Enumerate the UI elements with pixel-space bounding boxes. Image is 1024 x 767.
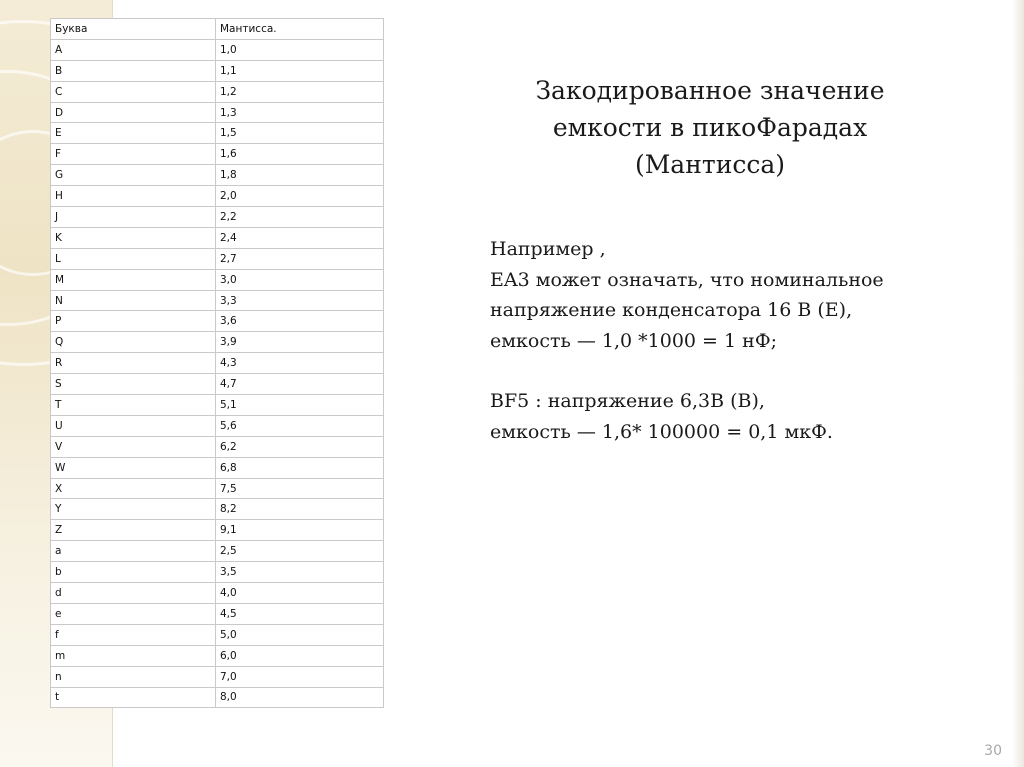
- letter-cell: Y: [51, 499, 216, 520]
- letter-cell: t: [51, 687, 216, 708]
- letter-cell: f: [51, 624, 216, 645]
- mantissa-cell: 8,0: [216, 687, 384, 708]
- table-row: [51, 457, 384, 478]
- example-text: [490, 234, 960, 447]
- mantissa-cell: 7,5: [216, 478, 384, 499]
- letter-cell: B: [51, 60, 216, 81]
- table-row: [51, 269, 384, 290]
- table-row: [51, 562, 384, 583]
- letter-cell: X: [51, 478, 216, 499]
- table-row: [51, 687, 384, 708]
- table-row: [51, 499, 384, 520]
- table-row: [51, 102, 384, 123]
- mantissa-cell: 1,5: [216, 123, 384, 144]
- table-row: [51, 603, 384, 624]
- table-row: [51, 415, 384, 436]
- table-row: [51, 541, 384, 562]
- letter-cell: P: [51, 311, 216, 332]
- mantissa-cell: 4,5: [216, 603, 384, 624]
- table-row: [51, 290, 384, 311]
- letter-cell: a: [51, 541, 216, 562]
- table-row: [51, 60, 384, 81]
- mantissa-table: [50, 18, 384, 708]
- mantissa-cell: 3,0: [216, 269, 384, 290]
- table-row: [51, 123, 384, 144]
- letter-cell: F: [51, 144, 216, 165]
- table-row: [51, 645, 384, 666]
- example-line: EA3 может означать, что номинальное: [490, 268, 884, 291]
- mantissa-cell: 1,6: [216, 144, 384, 165]
- table-row: [51, 248, 384, 269]
- table-row: [51, 583, 384, 604]
- letter-cell: b: [51, 562, 216, 583]
- title-line: емкости в пикоФарадах: [552, 113, 868, 142]
- letter-cell: m: [51, 645, 216, 666]
- mantissa-cell: 6,0: [216, 645, 384, 666]
- mantissa-cell: 1,3: [216, 102, 384, 123]
- title-line: Закодированное значение: [535, 76, 885, 105]
- mantissa-cell: 2,0: [216, 186, 384, 207]
- header-letter: Буква: [51, 19, 216, 40]
- letter-cell: J: [51, 207, 216, 228]
- letter-cell: A: [51, 39, 216, 60]
- letter-cell: M: [51, 269, 216, 290]
- letter-cell: d: [51, 583, 216, 604]
- title-line: (Мантисса): [634, 150, 786, 179]
- header-mantissa: Мантисса.: [216, 19, 384, 40]
- mantissa-cell: 3,6: [216, 311, 384, 332]
- letter-cell: H: [51, 186, 216, 207]
- letter-cell: W: [51, 457, 216, 478]
- letter-cell: S: [51, 374, 216, 395]
- mantissa-cell: 6,8: [216, 457, 384, 478]
- table-row: [51, 311, 384, 332]
- letter-cell: V: [51, 436, 216, 457]
- table-row: [51, 165, 384, 186]
- letter-cell: L: [51, 248, 216, 269]
- table-row: [51, 374, 384, 395]
- table-row: [51, 186, 384, 207]
- letter-cell: Q: [51, 332, 216, 353]
- table-row: [51, 332, 384, 353]
- table-row: [51, 81, 384, 102]
- example-line: напряжение конденсатора 16 В (Е),: [490, 299, 853, 321]
- letter-cell: Z: [51, 520, 216, 541]
- table-row: [51, 227, 384, 248]
- letter-cell: D: [51, 102, 216, 123]
- mantissa-cell: 3,9: [216, 332, 384, 353]
- letter-cell: U: [51, 415, 216, 436]
- table-row: [51, 624, 384, 645]
- letter-cell: E: [51, 123, 216, 144]
- mantissa-cell: 5,1: [216, 395, 384, 416]
- mantissa-cell: 1,0: [216, 39, 384, 60]
- table-row: [51, 144, 384, 165]
- example-line: емкость — 1,0 *1000 = 1 нФ;: [490, 329, 777, 352]
- mantissa-cell: 1,1: [216, 60, 384, 81]
- table-row: [51, 478, 384, 499]
- table-row: [51, 207, 384, 228]
- letter-cell: T: [51, 395, 216, 416]
- example-line: Например ,: [490, 238, 606, 260]
- page-number: 30: [984, 743, 1002, 759]
- mantissa-cell: 4,7: [216, 374, 384, 395]
- letter-cell: K: [51, 227, 216, 248]
- mantissa-cell: 7,0: [216, 666, 384, 687]
- letter-cell: n: [51, 666, 216, 687]
- mantissa-cell: 5,6: [216, 415, 384, 436]
- table-row: [51, 39, 384, 60]
- letter-cell: G: [51, 165, 216, 186]
- letter-cell: C: [51, 81, 216, 102]
- mantissa-cell: 2,2: [216, 207, 384, 228]
- mantissa-cell: 3,3: [216, 290, 384, 311]
- table-row: [51, 353, 384, 374]
- mantissa-cell: 4,0: [216, 583, 384, 604]
- mantissa-cell: 8,2: [216, 499, 384, 520]
- table-row: [51, 520, 384, 541]
- mantissa-cell: 1,8: [216, 165, 384, 186]
- letter-cell: N: [51, 290, 216, 311]
- mantissa-cell: 5,0: [216, 624, 384, 645]
- table-header-row: [51, 19, 384, 40]
- mantissa-table-container: [50, 18, 384, 708]
- table-row: [51, 395, 384, 416]
- example-line: емкость — 1,6* 100000 = 0,1 мкФ.: [490, 420, 833, 443]
- slide-edge-shadow: [1012, 0, 1024, 767]
- table-row: [51, 436, 384, 457]
- mantissa-cell: 2,4: [216, 227, 384, 248]
- example-line: BF5 : напряжение 6,3В (В),: [490, 390, 765, 412]
- mantissa-cell: 6,2: [216, 436, 384, 457]
- slide-title: [490, 72, 930, 183]
- mantissa-cell: 2,5: [216, 541, 384, 562]
- mantissa-cell: 4,3: [216, 353, 384, 374]
- mantissa-cell: 2,7: [216, 248, 384, 269]
- letter-cell: R: [51, 353, 216, 374]
- table-row: [51, 666, 384, 687]
- letter-cell: e: [51, 603, 216, 624]
- mantissa-cell: 1,2: [216, 81, 384, 102]
- mantissa-cell: 3,5: [216, 562, 384, 583]
- mantissa-cell: 9,1: [216, 520, 384, 541]
